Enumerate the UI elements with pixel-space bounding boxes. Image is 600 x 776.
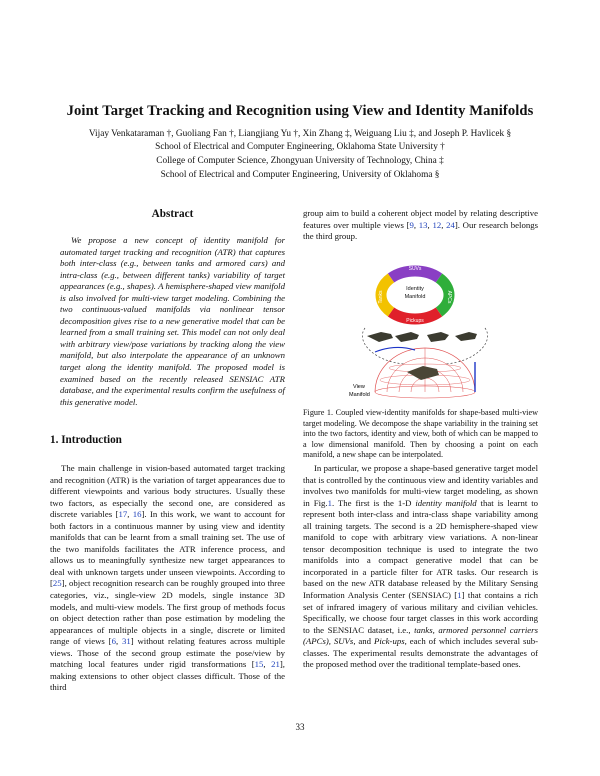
intro-text-b: ]. In this work, we want to account for both factors in a continuous manner by using view and identity manifolds that can be learnt from a small training set. The use of the two manifolds facilitates the ATR inference process, and allows us to meaningfully synthesize new target appearances to deal with unknown targets under unseen viewpoints. According to [ <box>50 509 286 589</box>
ring-segment-suvs <box>391 271 439 278</box>
view-manifold-label-2: Manifold <box>349 392 370 398</box>
cite-13[interactable]: 13 <box>418 219 428 230</box>
view-arc-arrow <box>375 347 415 352</box>
figure-1 <box>335 252 515 400</box>
vehicle-silhouettes <box>367 332 477 342</box>
identity-label-2: Manifold <box>404 294 426 300</box>
cite-sep: , <box>127 509 133 520</box>
affiliation-1: School of Electrical and Computer Engineering, Oklahoma State University † <box>155 142 445 152</box>
target-classes-term: tanks, armored personnel carriers (APCs), SUVs <box>303 624 538 647</box>
ring-label-pickups: Pickups <box>406 318 424 324</box>
right-text-f: ] that contains a rich set of infrared imagery of various military and civilian vehicles. Specifically, we choose four target classes in this work according to the SENSIAC dataset, i.e., <box>303 590 538 635</box>
cite-31[interactable]: 31 <box>121 636 131 647</box>
cite-16[interactable]: 16 <box>132 509 142 520</box>
right-text-h: , each of which includes several sub-classes. The experimental results demonstrate the advantages of the proposed method over the traditional template-based ones. <box>303 636 539 670</box>
authors: Vijay Venkataraman †, Guoliang Fan †, Liangjiang Yu †, Xin Zhang ‡, Weiguang Liu ‡, and Joseph P. Havlicek § <box>88 129 512 139</box>
abstract-paragraph: We propose a new concept of identity manifold for automated target tracking and recognition (ATR) that captures both inter-class (e.g., between tanks and armored cars) and intra-class (e.g., between different tanks) variability of target appearances (e.g., shapes). A hemisphere-shaped view manifold is also involved for multi-view target modeling. Combining the two continuous-valued manifolds via nonlinear tensor decomposition gives rise to a new generative model that can be learned from a small training set. This model can not only deal with arbitrary view/pose variations by tracking along the view manifold, but also interpolate the appearance of an unknown target along the identity manifold. The proposed model is examined based on the recently released SENSIAC ATR database, and the experimental results confirm the usefulness of this generative model. <box>60 235 285 407</box>
intro-text-c: ], object recognition research can be roughly grouped into three categories, viz., single-view 2D models, single instance 3D models, and multi-view models. The first group of methods focus on object detection rather than pose estimation by modeling the appearances of multiple objects in a single, discrete or limited range of views [ <box>50 578 285 647</box>
right-paragraph-1 <box>303 463 538 671</box>
cite-17[interactable]: 17 <box>118 509 128 520</box>
paper-title: Joint Target Tracking and Recognition using View and Identity Manifolds <box>66 103 534 119</box>
view-manifold-label-1: View <box>353 384 365 390</box>
right-text-g: , and <box>353 636 374 647</box>
figure-caption: Figure 1. Coupled view-identity manifolds for shape-based multi-view target modeling. We decompose the shape variability in the training set into the two factors, identity and view, both of which can be mapped to a low dimensional manifold. Then by choosing a point on each manifold, a new shape can be interpolated. <box>303 408 538 460</box>
vehicle-4 <box>455 332 477 341</box>
center-vehicle <box>407 366 439 380</box>
right-text-b: ]. Our research belongs the third group. <box>303 219 538 242</box>
cite-sep: , <box>263 659 272 670</box>
cite-6[interactable]: 6 <box>111 636 116 647</box>
cite-sep: , <box>115 636 122 647</box>
cite-15[interactable]: 15 <box>254 659 264 670</box>
cite-24[interactable]: 24 <box>446 219 455 230</box>
identity-manifold-term: identity manifold <box>415 497 477 508</box>
right-intro-text <box>303 208 538 243</box>
vehicle-1 <box>367 332 393 342</box>
right-paragraph-0 <box>303 208 538 243</box>
pickups-term: Pick-ups <box>373 636 405 647</box>
intro-paragraph <box>50 463 285 694</box>
view-manifold-hemisphere <box>375 347 475 398</box>
cite-25[interactable]: 25 <box>52 578 62 589</box>
right-text-a: group aim to build a coherent object model by relating descriptive features over multiple views [ <box>303 208 538 230</box>
intro-text-a: The main challenge in vision-based automated target tracking and recognition (ATR) is the variation of target appearances due to different viewpoints and various body structures. Usually these two factors, as especially the second one, are considered as discrete variables [ <box>50 463 285 520</box>
affiliation-3: School of Electrical and Computer Engineering, University of Oklahoma § <box>160 170 440 180</box>
cite-12[interactable]: 12 <box>432 219 442 230</box>
right-text-c: In particular, we propose a shape-based generative target model that is controlled by the continuous view and identity variables and involves two manifolds for multi-view target modeling, as shown in Fig. <box>303 463 538 508</box>
affiliation-2: College of Computer Science, Zhongyuan University of Technology, China ‡ <box>156 156 444 166</box>
vehicle-2 <box>395 332 419 342</box>
abstract-heading: Abstract <box>151 208 194 220</box>
identity-label-1: Identity <box>406 286 424 292</box>
intro-heading: 1. Introduction <box>50 434 122 446</box>
cite-sep: , <box>427 219 433 230</box>
cite-1[interactable]: 1 <box>457 590 462 601</box>
right-text-e: that is learnt to represent both inter-class and intra-class shape variability among all training targets. The second is a 2D hemisphere-shaped view manifold to cope with arbitrary view variations. A non-linear tensor decomposition technique is used to integrate the two manifolds into a compact generative model that can be incorporated in a particle filter for ATR tasks. Our research is based on the new ATR database released by the Military Sensing Information Analysis Center (SENSIAC) [ <box>303 497 538 601</box>
intro-text-e: ], making extensions to other object classes difficult. Those of the third <box>50 659 285 693</box>
ring-label-apcs: APCs <box>446 290 452 304</box>
right-text <box>303 463 538 671</box>
cite-sep: , <box>441 219 447 230</box>
page-number: 33 <box>295 722 305 732</box>
abstract-text <box>60 235 285 408</box>
ring-label-suvs: SUVs <box>408 266 422 272</box>
figure-ref[interactable]: 1 <box>327 497 332 508</box>
cite-sep: , <box>413 219 419 230</box>
intro-text <box>50 463 285 694</box>
identity-manifold-ring <box>378 266 452 324</box>
ring-label-tanks: Tanks <box>378 290 384 304</box>
cite-9[interactable]: 9 <box>409 219 414 230</box>
vehicle-3 <box>427 332 449 342</box>
right-text-d: . The first is the 1-D <box>331 497 416 508</box>
intro-text-d: ] without relating features across multiple views. Those of the second group estimate the pose/view by matching local features under rigid transformations [ <box>50 636 285 670</box>
cite-21[interactable]: 21 <box>271 659 280 670</box>
